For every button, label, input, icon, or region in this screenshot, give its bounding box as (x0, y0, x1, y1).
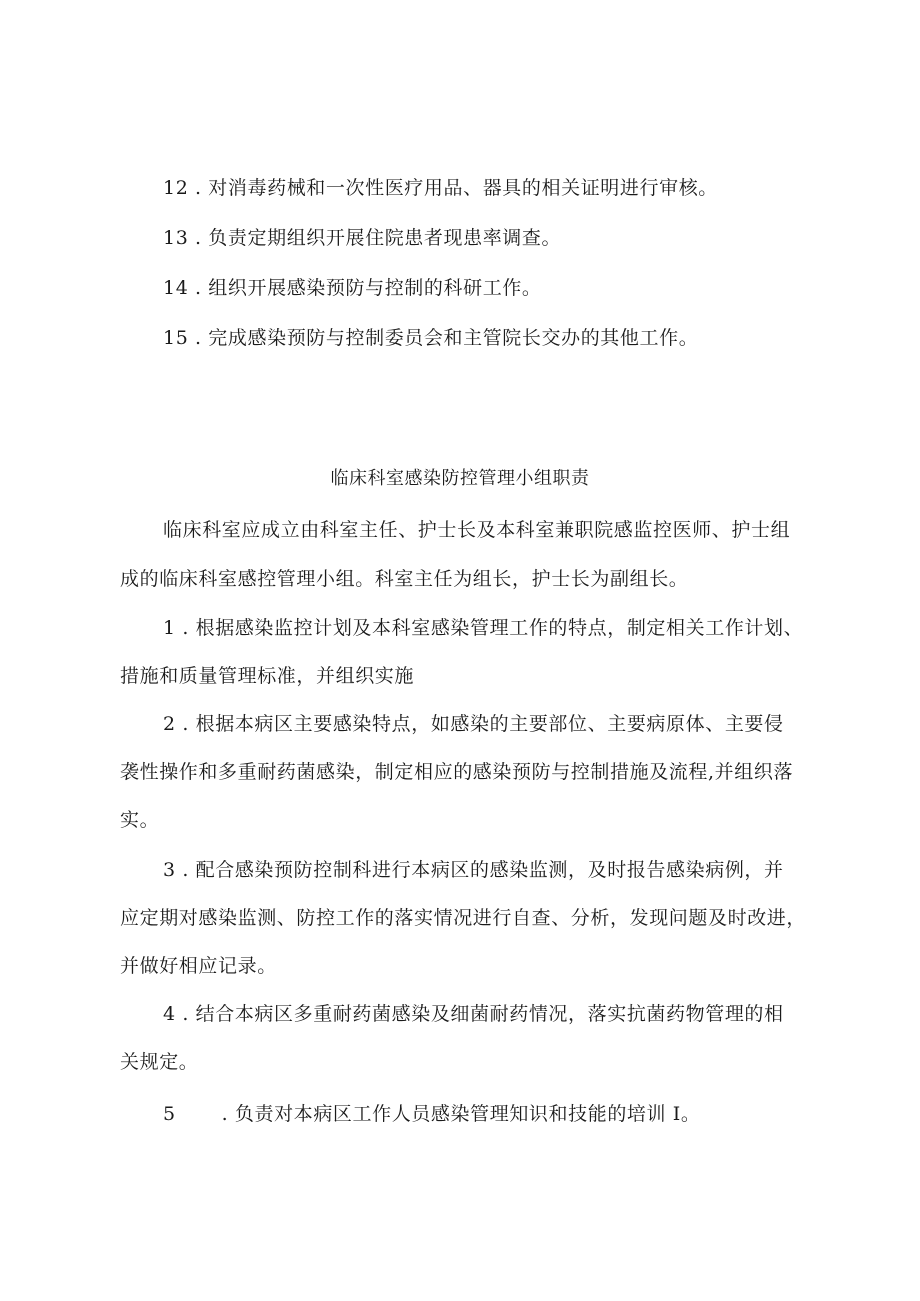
duty-2-line-3: 实。 (120, 809, 160, 831)
duty-text: . 配合感染预防控制科进行本病区的感染监测，及时报告感染病例，并 (182, 859, 784, 881)
list-item (163, 225, 561, 251)
item-number: 14 (163, 277, 189, 299)
duty-3-line-1 (163, 857, 784, 883)
list-item (163, 325, 698, 351)
section-title: 临床科室感染防控管理小组职责 (330, 468, 590, 489)
item-text: . 组织开展感染预防与控制的科研工作。 (195, 277, 542, 299)
duty-number: 2 (163, 713, 176, 735)
duty-number: 3 (163, 859, 176, 881)
intro-line-2: 成的临床科室感控管理小组。科室主任为组长，护士长为副组长。 (120, 568, 689, 590)
duty-text: . 结合本病区多重耐药菌感染及细菌耐药情况，落实抗菌药物管理的相 (182, 1003, 784, 1025)
item-text: . 负责定期组织开展住院患者现患率调查。 (195, 227, 562, 249)
duty-3-line-3: 并做好相应记录。 (120, 955, 277, 977)
duty-number: 4 (163, 1003, 176, 1025)
duty-2-line-2: 袭性操作和多重耐药菌感染，制定相应的感染预防与控制措施及流程,并组织落 (120, 761, 794, 783)
list-item (163, 275, 542, 301)
duty-text: . 负责对本病区工作人员感染管理知识和技能的培训 I。 (221, 1103, 701, 1125)
duty-text: . 根据本病区主要感染特点，如感染的主要部位、主要病原体、主要侵 (182, 713, 784, 735)
item-text: . 完成感染预防与控制委员会和主管院长交办的其他工作。 (195, 327, 699, 349)
duty-text: . 根据感染监控计划及本科室感染管理工作的特点，制定相关工作计划、 (182, 617, 804, 639)
duty-number: 1 (163, 617, 176, 639)
item-number: 12 (163, 177, 189, 199)
duty-1-line-2: 措施和质量管理标准，并组织实施 (120, 665, 415, 687)
duty-2-line-1 (163, 711, 784, 737)
duty-1-line-1 (163, 615, 803, 641)
list-item (163, 175, 718, 201)
intro-line-1: 临床科室应成立由科室主任、护士长及本科室兼职院感监控医师、护士组 (163, 519, 791, 541)
duty-3-line-2: 应定期对感染监测、防控工作的落实情况进行自查、分析，发现问题及时改进， (120, 907, 807, 929)
duty-5-line-1 (163, 1101, 700, 1127)
item-text: . 对消毒药械和一次性医疗用品、器具的相关证明进行审核。 (195, 177, 718, 199)
duty-4-line-2: 关规定。 (120, 1051, 199, 1073)
duty-number: 5 (163, 1103, 176, 1125)
item-number: 15 (163, 327, 189, 349)
duty-4-line-1 (163, 1001, 784, 1027)
item-number: 13 (163, 227, 189, 249)
